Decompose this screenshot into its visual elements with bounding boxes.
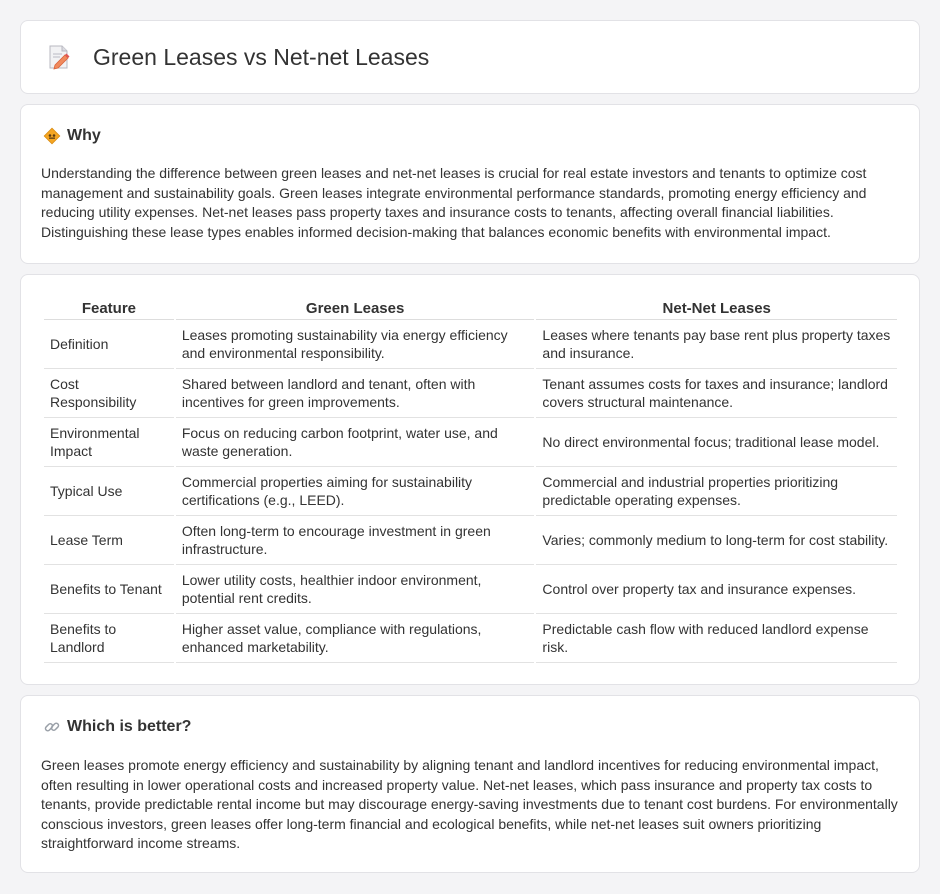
better-heading-row	[43, 718, 191, 736]
row-netnet-value: Predictable cash flow with reduced landlord expense risk.	[536, 614, 897, 663]
why-heading: Why	[67, 127, 101, 144]
table-header-row	[44, 296, 897, 320]
row-netnet-value: Leases where tenants pay base rent plus property taxes and insurance.	[536, 320, 897, 369]
diamond-sign-icon	[43, 127, 61, 145]
comparison-section	[20, 274, 920, 685]
table-row	[44, 516, 897, 565]
row-green-value: Leases promoting sustainability via energy efficiency and environmental responsibility.	[176, 320, 535, 369]
row-green-value: Higher asset value, compliance with regulations, enhanced marketability.	[176, 614, 535, 663]
title-card	[20, 20, 920, 94]
row-netnet-value: Tenant assumes costs for taxes and insurance; landlord covers structural maintenance.	[536, 369, 897, 418]
page-title: Green Leases vs Net-net Leases	[93, 43, 430, 70]
table-row	[44, 614, 897, 663]
row-green-value: Lower utility costs, healthier indoor environment, potential rent credits.	[176, 565, 535, 614]
better-heading: Which is better?	[67, 718, 192, 735]
table-row	[44, 320, 897, 369]
why-text: Understanding the difference between green leases and net-net leases is crucial for real estate investors and tenants to optimize cost management and sustainability goals. Green leases integrate environmental performance standards, promoting energy efficiency and reducing utility expenses. Net-net leases pass property taxes and insurance costs to tenants, affecting overall financial liabilities. Distinguishing these lease types enables informed decision-making that balances economic benefits with environmental impact.	[41, 165, 867, 240]
row-netnet-value: Varies; commonly medium to long-term for cost stability.	[536, 516, 897, 565]
header-net-net-leases: Net-Net Leases	[536, 296, 897, 320]
header-green-leases: Green Leases	[176, 296, 535, 320]
document-pencil-icon	[45, 43, 73, 71]
row-feature: Typical Use	[44, 467, 174, 516]
comparison-table	[42, 296, 899, 663]
header-feature: Feature	[44, 296, 174, 320]
link-icon	[43, 718, 61, 736]
row-netnet-value: Control over property tax and insurance expenses.	[536, 565, 897, 614]
row-green-value: Shared between landlord and tenant, often with incentives for green improvements.	[176, 369, 535, 418]
table-row	[44, 418, 897, 467]
row-feature: Lease Term	[44, 516, 174, 565]
table-row	[44, 467, 897, 516]
row-feature: Environmental Impact	[44, 418, 174, 467]
table-row	[44, 369, 897, 418]
row-netnet-value: Commercial and industrial properties prioritizing predictable operating expenses.	[536, 467, 897, 516]
row-netnet-value: No direct environmental focus; traditional lease model.	[536, 418, 897, 467]
why-heading-row	[43, 127, 101, 145]
row-green-value: Commercial properties aiming for sustainability certifications (e.g., LEED).	[176, 467, 535, 516]
why-section	[20, 104, 920, 264]
row-green-value: Often long-term to encourage investment in green infrastructure.	[176, 516, 535, 565]
table-row	[44, 565, 897, 614]
title-row	[45, 43, 429, 71]
row-feature: Benefits to Landlord	[44, 614, 174, 663]
row-feature: Definition	[44, 320, 174, 369]
which-is-better-section	[20, 695, 920, 873]
row-feature: Benefits to Tenant	[44, 565, 174, 614]
row-green-value: Focus on reducing carbon footprint, water use, and waste generation.	[176, 418, 535, 467]
better-text: Green leases promote energy efficiency and sustainability by aligning tenant and landlord incentives for reducing environmental impact, often resulting in lower operational costs and increased property value. Net-net leases, which pass insurance and property tax costs to tenants, provide predictable rental income but may discourage energy-saving investments due to tenant cost burdens. For environmentally conscious investors, green leases offer long-term financial and ecological benefits, while net-net leases suit owners prioritizing straightforward income streams.	[41, 757, 898, 851]
row-feature: Cost Responsibility	[44, 369, 174, 418]
